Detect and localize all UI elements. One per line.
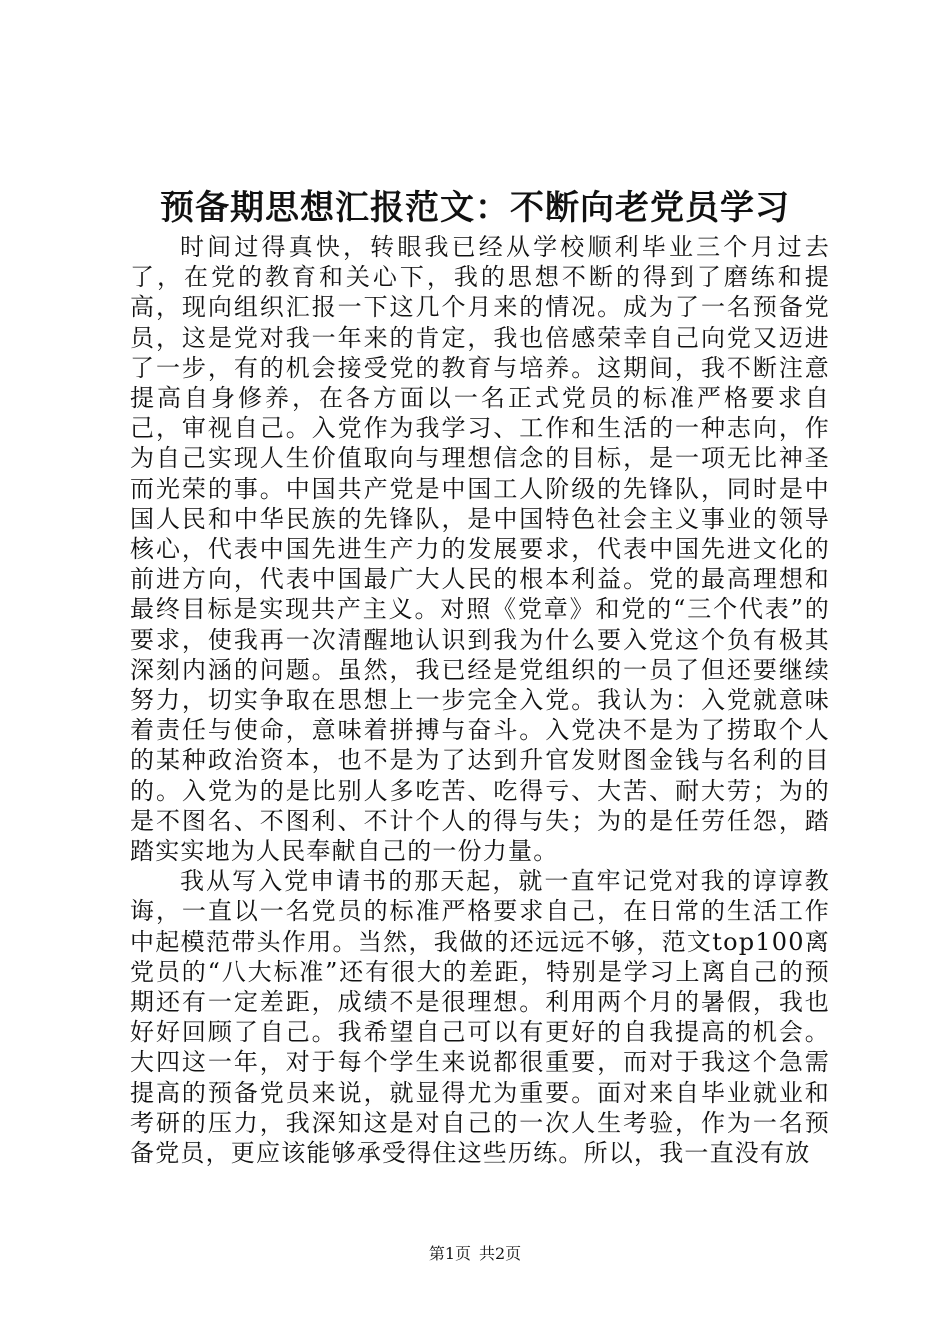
page-footer xyxy=(0,1242,950,1266)
document-body xyxy=(130,232,830,1168)
page-number-current: 第1页 xyxy=(428,1244,471,1263)
page-number-total: 共2页 xyxy=(479,1244,522,1263)
document-title: 预备期思想汇报范文：不断向老党员学习 xyxy=(160,188,790,228)
paragraph-2: 我从写入党申请书的那天起，就一直牢记党对我的谆谆教诲，一直以一名党员的标准严格要求自己，在日常的生活工作中起模范带头作用。当然，我做的还远远不够，范文top100离党员的“八大标准”还有很大的差距，特别是学习上离自己的预期还有一定差距，成绩不是很理想。利用两个月的暑假，我也好好回顾了自己。我希望自己可以有更好的自我提高的机会。大四这一年，对于每个学生来说都很重要，而对于我这个急需提高的预备党员来说，就显得尤为重要。面对来自毕业就业和考研的压力，我深知这是对自己的一次人生考验，作为一名预备党员，更应该能够承受得住这些历练。所以，我一直没有放 xyxy=(130,867,830,1168)
paragraph-1: 时间过得真快，转眼我已经从学校顺利毕业三个月过去了，在党的教育和关心下，我的思想不断的得到了磨练和提高，现向组织汇报一下这几个月来的情况。成为了一名预备党员，这是党对我一年来的肯定，我也倍感荣幸自己向党又迈进了一步，有的机会接受党的教育与培养。这期间，我不断注意提高自身修养，在各方面以一名正式党员的标准严格要求自己，审视自己。入党作为我学习、工作和生活的一种志向，作为自己实现人生价值取向与理想信念的目标，是一项无比神圣而光荣的事。中国共产党是中国工人阶级的先锋队，同时是中国人民和中华民族的先锋队，是中国特色社会主义事业的领导核心，代表中国先进生产力的发展要求，代表中国先进文化的前进方向，代表中国最广大人民的根本利益。党的最高理想和最终目标是实现共产主义。对照《党章》和党的“三个代表”的要求，使我再一次清醒地认识到我为什么要入党这个负有极其深刻内涵的问题。虽然，我已经是党组织的一员了但还要继续努力，切实争取在思想上一步完全入党。我认为：入党就意味着责任与使命，意味着拼搏与奋斗。入党决不是为了捞取个人的某种政治资本，也不是为了达到升官发财图金钱与名利的目的。入党为的是比别人多吃苦、吃得亏、大苦、耐大劳；为的是不图名、不图利、不计个人的得与失；为的是任劳任怨，踏踏实实地为人民奉献自己的一份力量。 xyxy=(130,233,830,866)
